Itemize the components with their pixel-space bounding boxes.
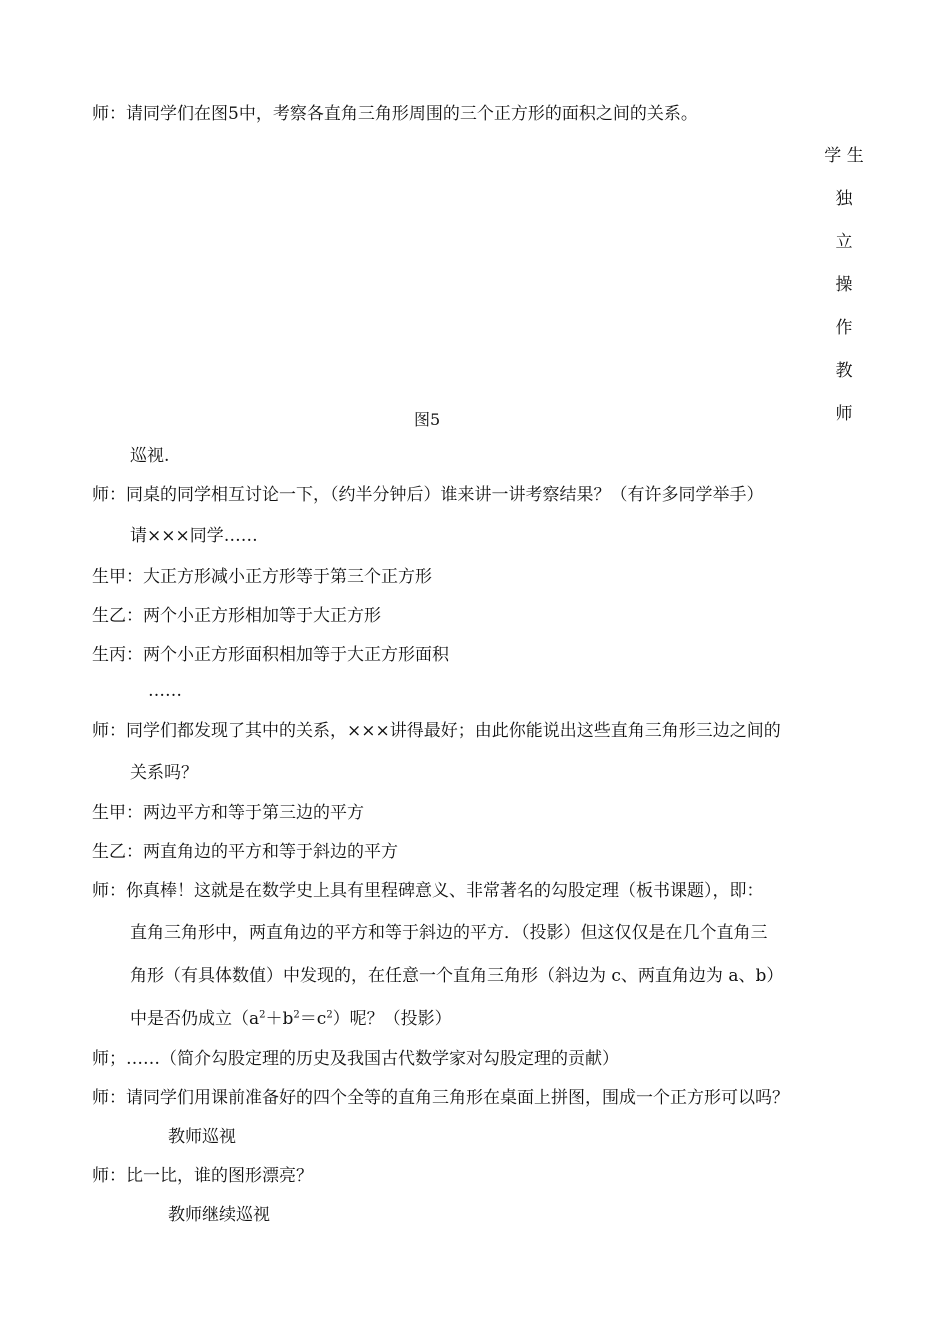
- dialogue-line-12: [92, 841, 398, 863]
- line-text: 同桌的同学相互讨论一下，（约半分钟后）谁来讲一讲考察结果？（有许多同学举手）: [126, 485, 764, 505]
- speaker-label: 生丙：: [92, 645, 143, 665]
- line-text: 两个小正方形相加等于大正方形: [143, 606, 381, 626]
- line-text: 直角三角形中，两直角边的平方和等于斜边的平方．（投影）但这仅仅是在几个直角三: [130, 923, 768, 943]
- dialogue-line-16-formula: [130, 1008, 452, 1030]
- line-text: 教师巡视: [168, 1127, 236, 1147]
- speaker-label: 师：: [92, 485, 126, 505]
- formula-mid: ＝c: [299, 1009, 327, 1029]
- side-note-char: 立: [835, 232, 853, 252]
- exponent: 2: [326, 1009, 333, 1021]
- side-note: [820, 145, 868, 446]
- line-text: 请×××同学……: [130, 526, 258, 546]
- line-text: ……: [148, 681, 182, 701]
- dialogue-line-10: [130, 762, 198, 784]
- line-text: 请同学们用课前准备好的四个全等的直角三角形在桌面上拼图，围成一个正方形可以吗？: [126, 1088, 789, 1108]
- side-note-char: 教: [835, 361, 853, 381]
- dialogue-line-8: [148, 680, 182, 702]
- exponent: 2: [293, 1009, 300, 1021]
- dialogue-line-1: [92, 103, 698, 125]
- dialogue-line-9: [92, 720, 781, 742]
- line-text: 同学们都发现了其中的关系，×××讲得最好；由此你能说出这些直角三角形三边之间的: [126, 721, 781, 741]
- dialogue-line-2: [130, 445, 169, 467]
- dialogue-line-13: [92, 880, 764, 902]
- line-text: 关系吗？: [130, 763, 198, 783]
- formula-mid: ＋b: [265, 1009, 294, 1029]
- formula-pre: 中是否仍成立（a: [130, 1009, 260, 1029]
- dialogue-line-11: [92, 802, 364, 824]
- dialogue-line-15: [130, 965, 783, 987]
- side-note-char: 操: [835, 275, 853, 295]
- dialogue-line-17: [92, 1048, 619, 1070]
- line-text: 巡视.: [130, 446, 170, 466]
- dialogue-line-7: [92, 644, 449, 666]
- line-text: ……（简介勾股定理的历史及我国古代数学家对勾股定理的贡献）: [126, 1049, 619, 1069]
- speaker-label: 生乙：: [92, 606, 143, 626]
- line-text: 两个小正方形面积相加等于大正方形面积: [143, 645, 449, 665]
- speaker-label: 师：: [92, 881, 126, 901]
- speaker-label: 师：: [92, 1166, 126, 1186]
- line-text: 角形（有具体数值）中发现的，在任意一个直角三角形（斜边为 c、两直角边为 a、b）: [130, 966, 784, 986]
- dialogue-line-6: [92, 605, 381, 627]
- dialogue-line-19: [168, 1126, 236, 1148]
- speaker-label: 生乙：: [92, 842, 143, 862]
- speaker-label: 师：: [92, 1088, 126, 1108]
- formula-post: ）呢？（投影）: [332, 1009, 452, 1029]
- dialogue-line-5: [92, 566, 432, 588]
- dialogue-line-4: [130, 525, 258, 547]
- side-note-char: 师: [835, 404, 853, 424]
- figure-caption: 图5: [414, 410, 441, 429]
- dialogue-line-14: [130, 922, 768, 944]
- dialogue-line-21: [168, 1204, 270, 1226]
- side-note-char: 作: [835, 318, 853, 338]
- speaker-label: 师：: [92, 104, 126, 124]
- dialogue-line-20: [92, 1165, 313, 1187]
- line-text: 大正方形减小正方形等于第三个正方形: [143, 567, 432, 587]
- line-text: 两边平方和等于第三边的平方: [143, 803, 364, 823]
- line-text: 你真棒！这就是在数学史上具有里程碑意义、非常著名的勾股定理（板书课题），即：: [126, 881, 764, 901]
- line-text: 比一比，谁的图形漂亮？: [126, 1166, 313, 1186]
- side-note-char: 独: [835, 189, 853, 209]
- speaker-label: 师；: [92, 1049, 126, 1069]
- speaker-label: 生甲：: [92, 803, 143, 823]
- line-text: 两直角边的平方和等于斜边的平方: [143, 842, 398, 862]
- speaker-label: 师：: [92, 721, 126, 741]
- speaker-label: 生甲：: [92, 567, 143, 587]
- line-text: 教师继续巡视: [168, 1205, 270, 1225]
- dialogue-line-18: [92, 1087, 789, 1109]
- exponent: 2: [259, 1009, 266, 1021]
- side-note-char: 学 生: [824, 146, 864, 166]
- line-text: 请同学们在图5中，考察各直角三角形周围的三个正方形的面积之间的关系。: [126, 104, 698, 124]
- dialogue-line-3: [92, 484, 764, 506]
